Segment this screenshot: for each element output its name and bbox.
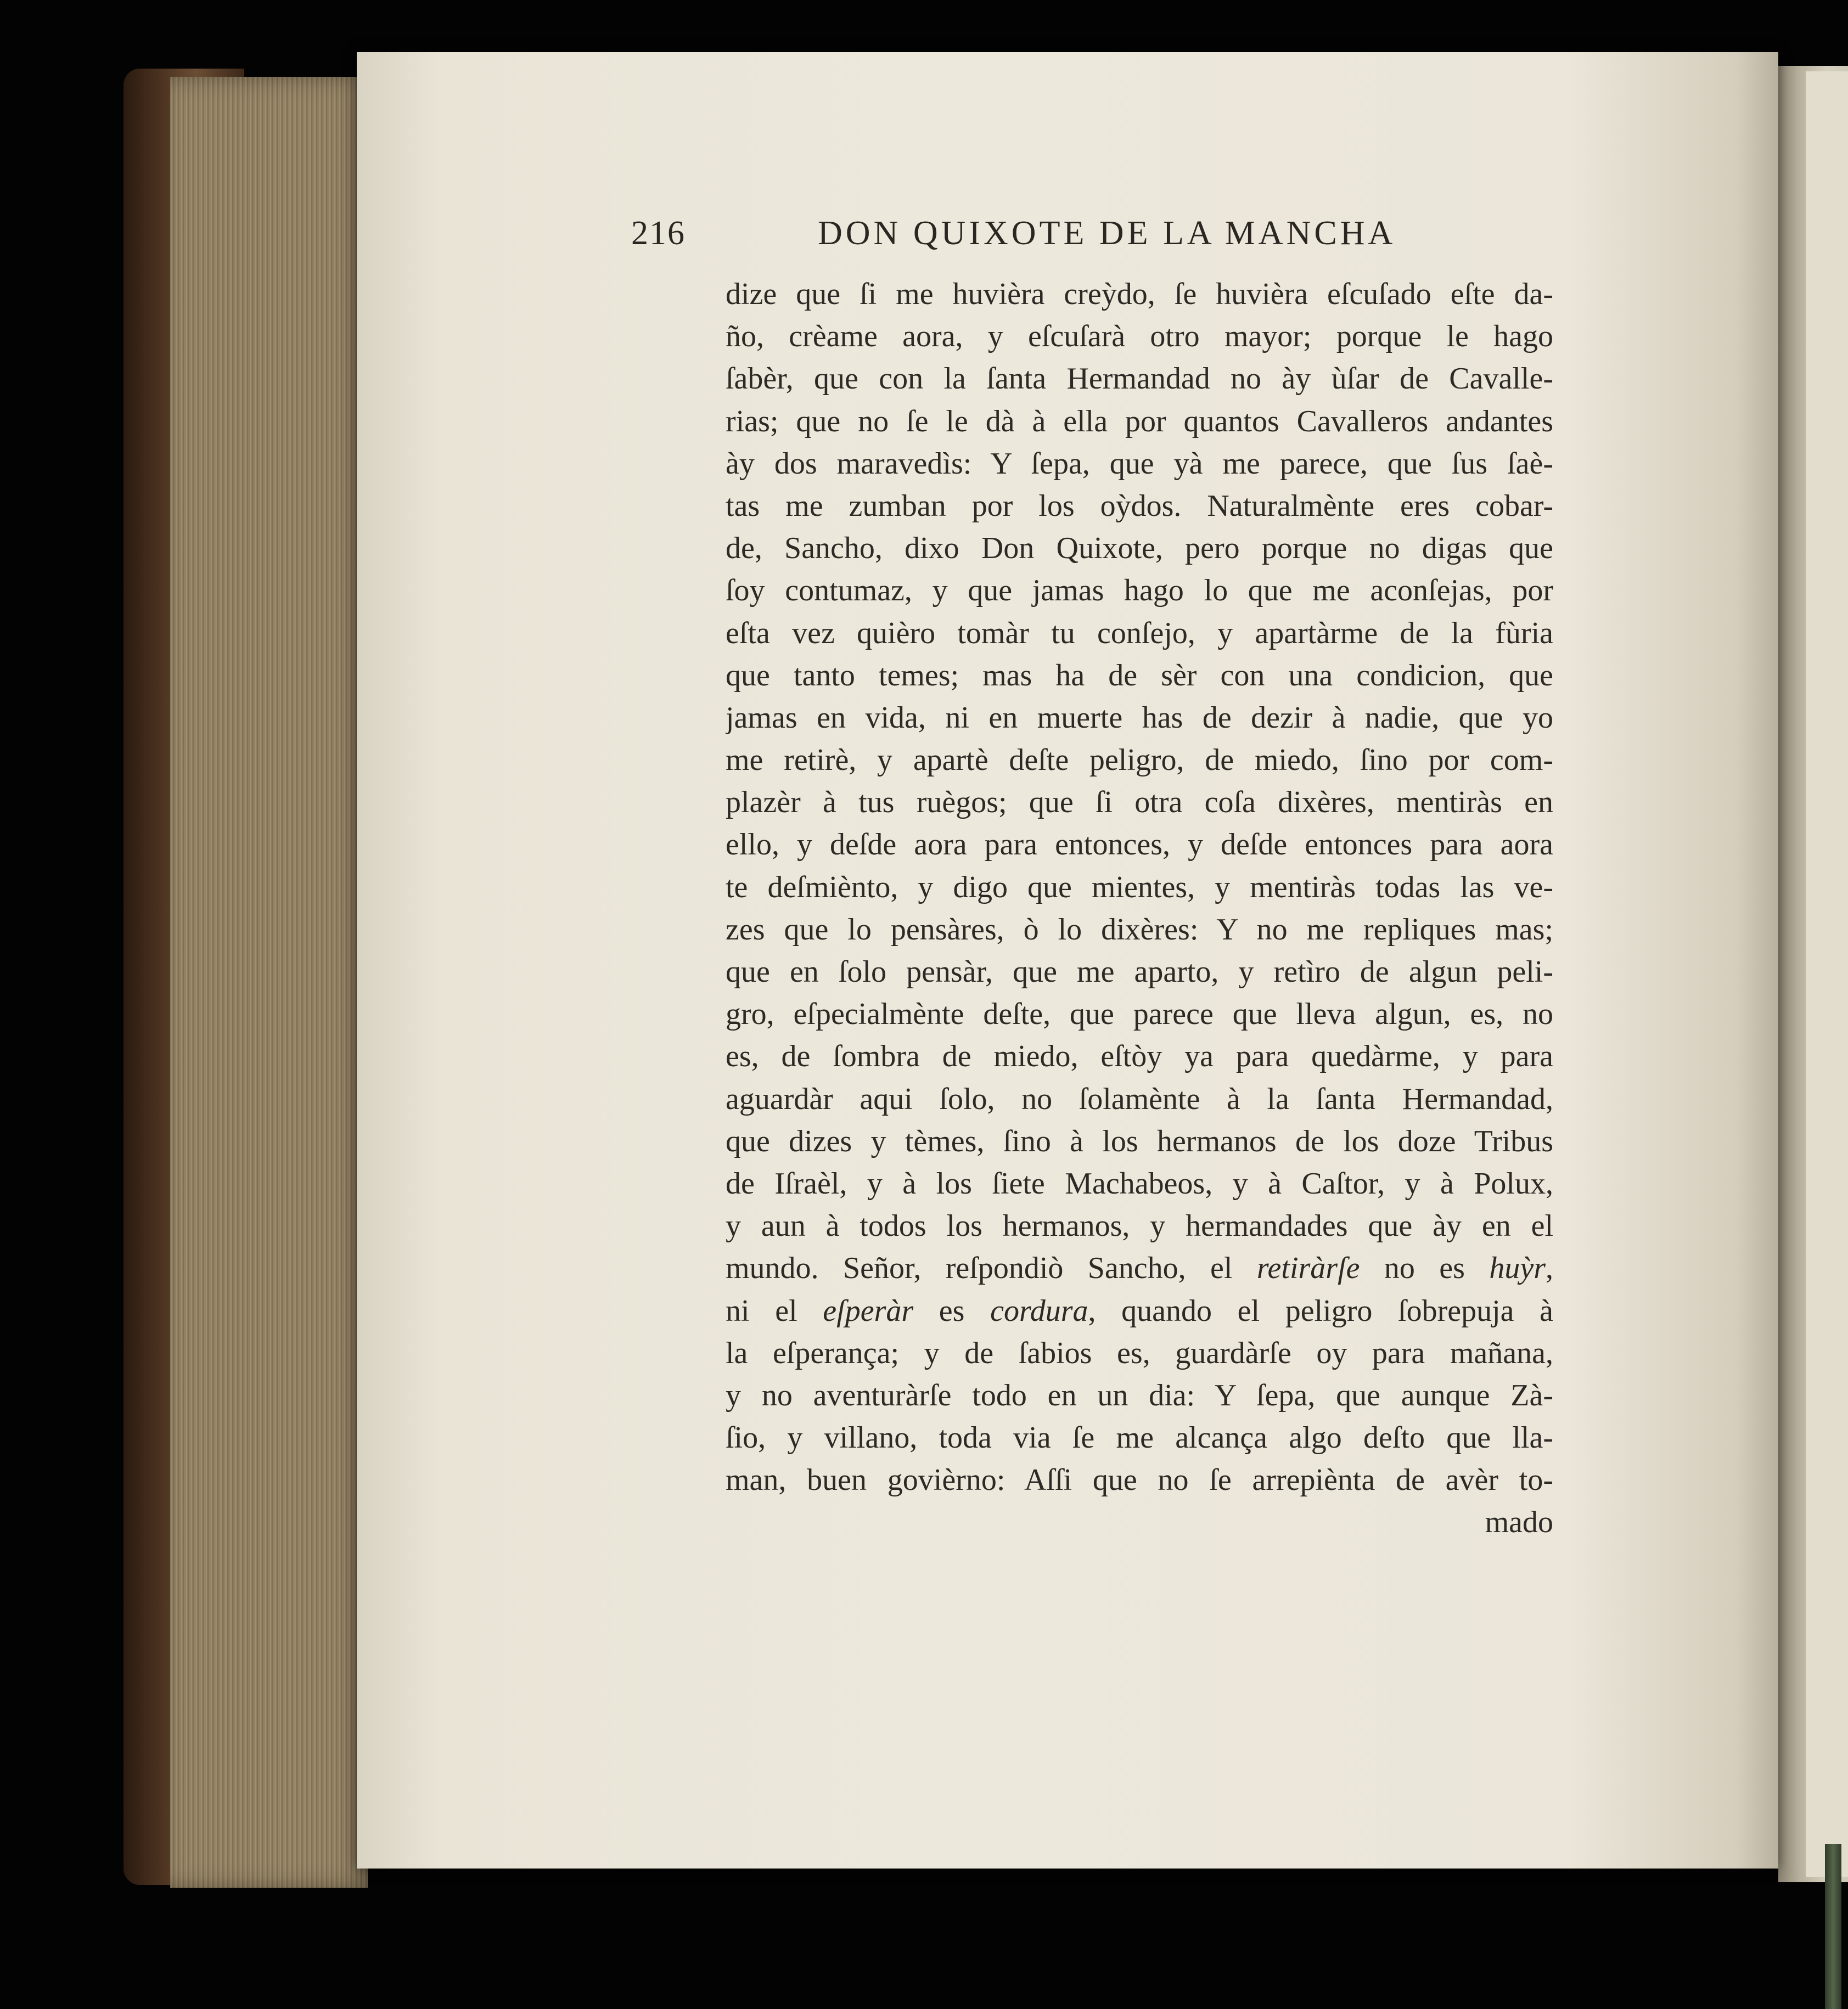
- text-line: es, de ſombra de miedo, eſtòy ya para quedàrme, y para: [726, 1039, 1553, 1074]
- text-line: tas me zumban por los oỳdos. Naturalmènte eres cobar-: [726, 488, 1553, 523]
- text-line: zes que lo pensàres, ò lo dixères: Y no me repliques mas;: [726, 912, 1553, 947]
- text-line: ello, y deſde aora para entonces, y deſde entonces para aora: [726, 828, 1553, 862]
- text-segment: es: [913, 1293, 991, 1328]
- text-segment: mundo. Señor, reſpondiò Sancho, el: [726, 1251, 1257, 1286]
- text-line: dize que ſi me huvièra creỳdo, ſe huvièra eſcuſado eſte da-: [726, 277, 1553, 311]
- text-line: de, Sancho, dixo Don Quixote, pero porque no digas que: [726, 531, 1553, 566]
- text-line: la eſperança; y de ſabios es, guardàrſe oy para mañana,: [726, 1336, 1553, 1370]
- text-segment: no es: [1360, 1251, 1490, 1286]
- page-stack-edge: [170, 77, 368, 1888]
- text-segment: ,: [1546, 1251, 1553, 1286]
- text-line: rias; que no ſe le dà à ella por quantos Cavalleros andantes: [726, 404, 1553, 438]
- text-segment: , quando el peligro ſobrepuja à: [1088, 1293, 1553, 1328]
- text-line: gro, eſpecialmènte deſte, que parece que lleva algun, es, no: [726, 997, 1553, 1032]
- page-header: [631, 214, 1454, 263]
- italic-word: eſperàr: [823, 1293, 914, 1328]
- running-title: DON QUIXOTE DE LA MANCHA: [818, 215, 1396, 252]
- italic-word: huỳr: [1489, 1251, 1546, 1286]
- text-line: eſta vez quièro tomàr tu conſejo, y apartàrme de la fùria: [726, 616, 1553, 650]
- text-line: ſoy contumaz, y que jamas hago lo que me aconſejas, por: [726, 573, 1553, 608]
- text-line: te deſmiènto, y digo que mientes, y mentiràs todas las ve-: [726, 870, 1553, 904]
- bookmark-ribbon: [1825, 1844, 1841, 2009]
- text-line: y aun à todos los hermanos, y hermandades que ày en el: [726, 1209, 1553, 1243]
- body-text: [726, 273, 1553, 1544]
- text-line: man, buen govièrno: Aſſi que no ſe arrepiènta de avèr to-: [726, 1463, 1553, 1498]
- catchword: mado: [1485, 1505, 1553, 1540]
- text-line: ño, crèame aora, y eſcuſarà otro mayor; porque le hago: [726, 319, 1553, 354]
- italic-word: retiràrſe: [1256, 1251, 1360, 1286]
- text-line: de Iſraèl, y à los ſiete Machabeos, y à Caſtor, y à Polux,: [726, 1166, 1553, 1201]
- text-line-with-italics: [726, 1290, 1553, 1332]
- text-segment: ni el: [726, 1293, 823, 1328]
- page-number: 216: [631, 215, 686, 252]
- text-line: jamas en vida, ni en muerte has de dezir à nadie, que yo: [726, 700, 1553, 735]
- text-line: ày dos maravedìs: Y ſepa, que yà me parece, que ſus ſaè-: [726, 446, 1553, 481]
- text-line-with-italics: [726, 1247, 1553, 1290]
- text-line: ſabèr, que con la ſanta Hermandad no ày ùſar de Cavalle-: [726, 362, 1553, 396]
- text-line: que en ſolo pensàr, que me aparto, y retìro de algun peli-: [726, 955, 1553, 989]
- text-line: que dizes y tèmes, ſino à los hermanos de los doze Tribus: [726, 1124, 1553, 1158]
- facing-page: [1806, 71, 1848, 1877]
- text-line: ſio, y villano, toda via ſe me alcança algo deſto que lla-: [726, 1421, 1553, 1455]
- text-line: plazèr à tus ruègos; que ſi otra coſa dixères, mentiràs en: [726, 785, 1553, 820]
- text-line: y no aventuràrſe todo en un dia: Y ſepa, que aunque Zà-: [726, 1378, 1553, 1413]
- text-line: que tanto temes; mas ha de sèr con una condicion, que: [726, 658, 1553, 693]
- text-line: aguardàr aqui ſolo, no ſolamènte à la ſanta Hermandad,: [726, 1082, 1553, 1116]
- italic-word: cordura: [990, 1293, 1088, 1328]
- text-line: me retirè, y apartè deſte peligro, de miedo, ſino por com-: [726, 743, 1553, 778]
